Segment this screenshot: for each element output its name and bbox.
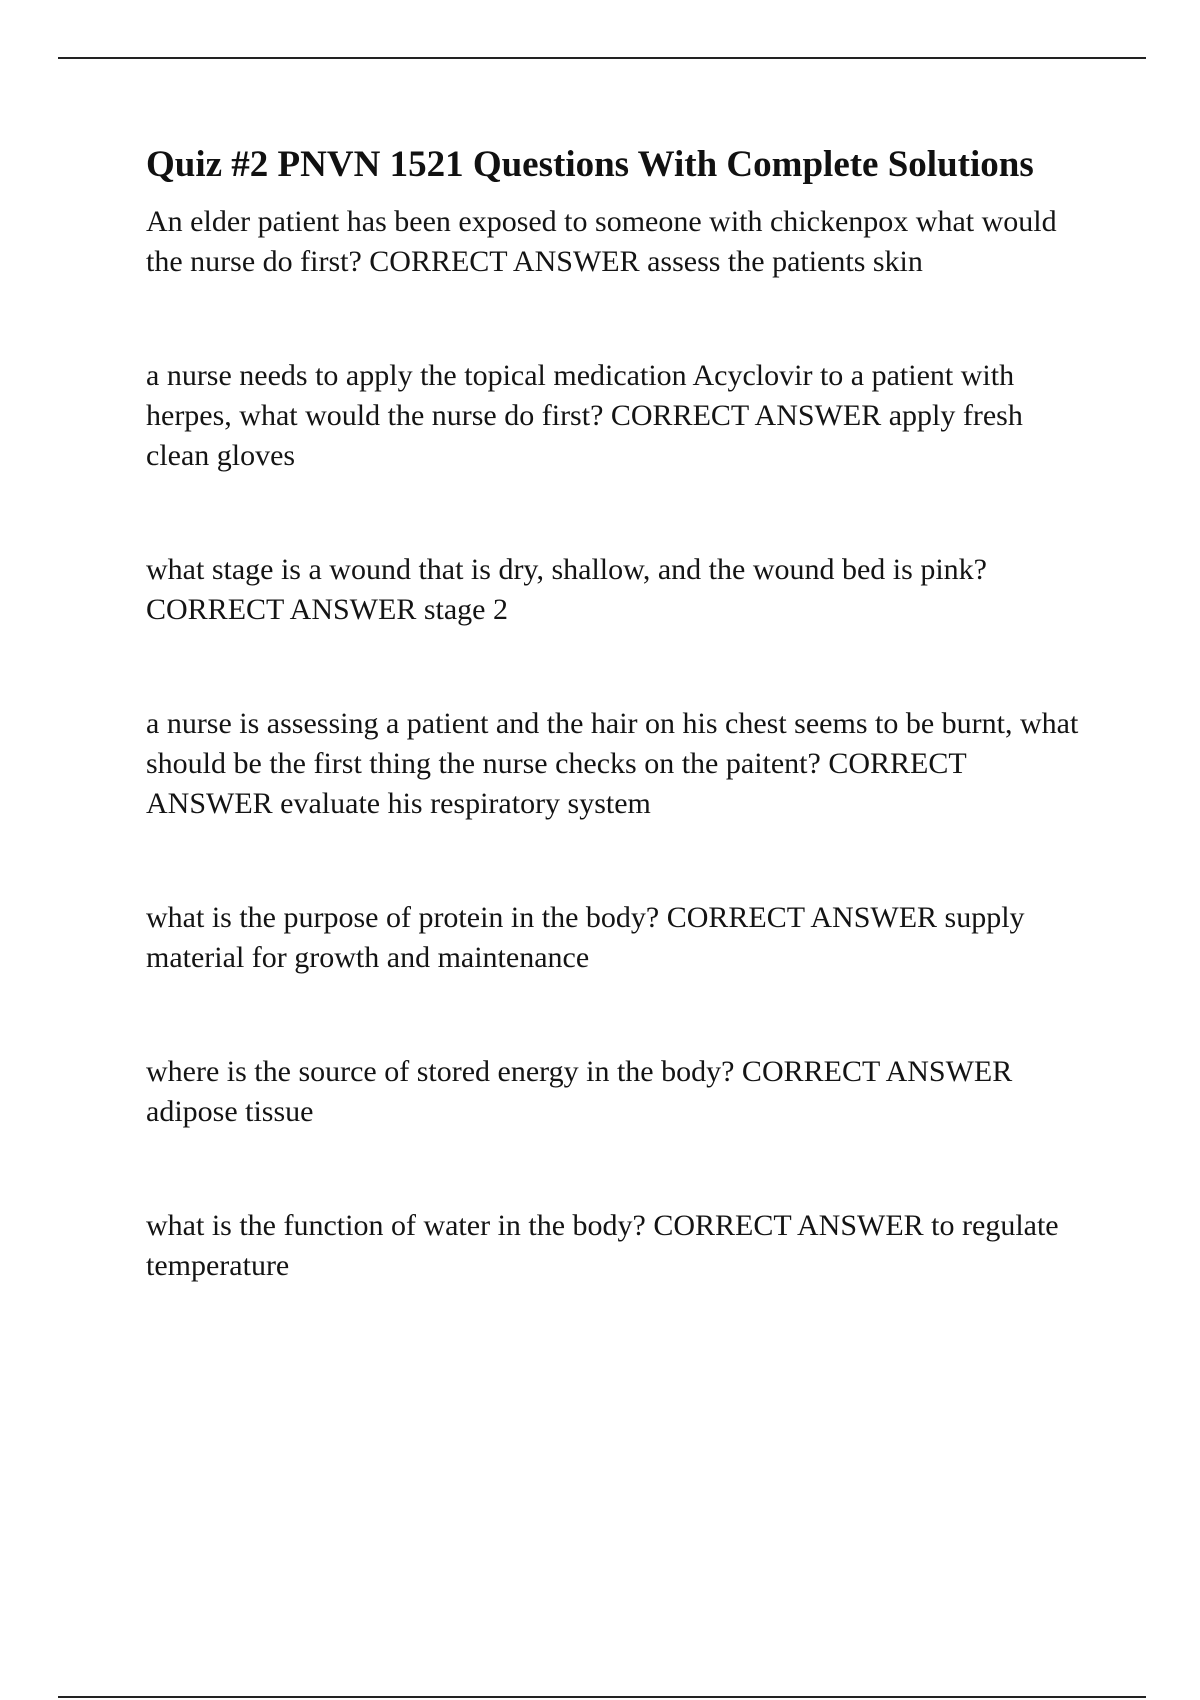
footer-rule: [58, 1696, 1146, 1698]
header-rule: [58, 57, 1146, 59]
question-answer-6: where is the source of stored energy in the body? CORRECT ANSWER adipose tissue: [146, 1055, 1013, 1128]
document-body: [146, 140, 1086, 1360]
question-answer-3: what stage is a wound that is dry, shallow, and the wound bed is pink? CORRECT ANSWER stage 2: [146, 553, 987, 626]
question-answer-2: a nurse needs to apply the topical medication Acyclovir to a patient with herpes, what would the nurse do first? CORRECT ANSWER apply fresh clean gloves: [146, 359, 1023, 472]
document-title: Quiz #2 PNVN 1521 Questions With Complete Solutions: [146, 144, 1034, 185]
question-answer-4: a nurse is assessing a patient and the hair on his chest seems to be burnt, what should be the first thing the nurse checks on the paitent? CORRECT ANSWER evaluate his respiratory system: [146, 707, 1079, 820]
question-answer-5: what is the purpose of protein in the body? CORRECT ANSWER supply material for growth and maintenance: [146, 901, 1025, 974]
question-answer-7: what is the function of water in the body? CORRECT ANSWER to regulate temperature: [146, 1209, 1059, 1282]
question-answer-1: An elder patient has been exposed to someone with chickenpox what would the nurse do first? CORRECT ANSWER assess the patients skin: [146, 205, 1057, 278]
